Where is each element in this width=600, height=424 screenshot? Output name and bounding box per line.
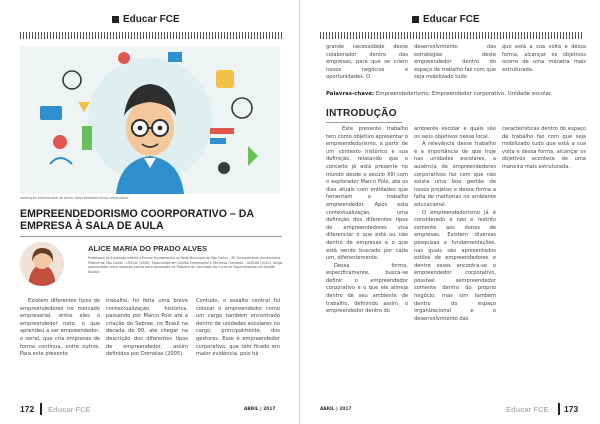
footer-bar bbox=[558, 403, 560, 415]
page-number: 172 bbox=[20, 404, 35, 414]
hatch-divider bbox=[320, 32, 582, 39]
author-avatar bbox=[20, 242, 64, 286]
paragraph: desenvolvimento das estratégias deste empreendedor dentro do espaço de trabalho faz com que seja mobilizado tudo bbox=[414, 44, 496, 81]
paragraph: ambiente escolar e quais são os seus objetivos nesse local. bbox=[414, 126, 496, 140]
footer-bar bbox=[40, 403, 42, 415]
paragraph: características dentro do espaço de trabalho faz com que seja mobilizado tudo que está a sua volta e dessa forma, alcançar os objetivos acontece de uma maneira mais estruturada. bbox=[502, 126, 586, 170]
keywords-label: Palavras-chave: bbox=[326, 91, 375, 97]
author-bio: Professora de Educação Infantil e Ensino Fundamental na Rede Municipal de São Carlos – SP. Formada pela Universidade Federal de São Carlos – UFSCar (2006). Especialista em Gestão Empresarial e Recursos Humanos – UNICAR (2010). Artigo apresentado como requisito parcial para aprovação no Trabalho de Conclusão do Curso de Especialização em Gestão Escolar. bbox=[88, 256, 283, 274]
right-top-column-3 bbox=[502, 44, 586, 74]
square-bullet-icon bbox=[112, 16, 119, 23]
right-column-1 bbox=[326, 126, 408, 316]
paragraph: Existem diferentes tipos de empreendedores no mercado empresarial, entre eles o empreendedor nato, o que aprendeu a ser empreendedor, o serial, que cria empresas de forma contínua, entre outros. Para este presente bbox=[20, 298, 100, 358]
header-brand: Educar FCE bbox=[423, 14, 480, 25]
paragraph: que está a sua volta e dessa forma, alcançar os objetivos ocorre de uma maneira mais estruturada. bbox=[502, 44, 586, 73]
page-number: 173 bbox=[564, 404, 579, 414]
footer-brand: Educar FCE bbox=[506, 405, 549, 414]
keywords bbox=[326, 91, 588, 97]
footer-date: ABRIL | 2017 bbox=[320, 407, 352, 412]
article-illustration bbox=[20, 46, 280, 194]
right-top-column-2 bbox=[414, 44, 496, 82]
heading-rule bbox=[326, 122, 402, 123]
right-page bbox=[300, 0, 600, 424]
paragraph: A relevância desse trabalho é a importância de que hoje nas unidades escolares, a ausência de empreendedores corporativos faz com que não exista uma boa gestão de novos projetos e dessa forma a falta de melhorias no ambiente educacional. bbox=[414, 141, 496, 208]
square-bullet-icon bbox=[412, 16, 419, 23]
left-page-header bbox=[112, 14, 180, 25]
right-page-header bbox=[412, 14, 480, 25]
header-brand: Educar FCE bbox=[123, 14, 180, 25]
man-with-ideas-illustration bbox=[20, 46, 280, 194]
footer-date: ABRIL | 2017 bbox=[244, 407, 276, 412]
left-column-1 bbox=[20, 298, 100, 359]
keywords-list: Empreendedorismo. Empreendedor corporativo. Unidade escolar. bbox=[375, 91, 553, 97]
right-top-column-1 bbox=[326, 44, 408, 82]
paragraph: Dessa forma, especificamente, busca-se definir o empreendedor corporativo e o que ele almeja dentro de seu ambiente de trabalho, definindo assim, o empreendedor dentro do bbox=[326, 262, 408, 315]
section-heading: INTRODUÇÃO bbox=[326, 108, 397, 119]
left-column-2 bbox=[106, 298, 188, 359]
author-name: ALICE MARIA DO PRADO ALVES bbox=[88, 244, 208, 253]
title-rule bbox=[20, 236, 282, 237]
right-column-3 bbox=[502, 126, 586, 172]
left-column-3 bbox=[196, 298, 280, 359]
paragraph: grande necessidade desse colaborador dentro das empresas, para que se criem novos negócios e oportunidades. O bbox=[326, 44, 408, 81]
right-column-2 bbox=[414, 126, 496, 323]
article-title: EMPREENDEDORISMO COORPORATIVO – DA EMPRESA À SALA DE AULA bbox=[20, 208, 254, 232]
paragraph: Contudo, o essalte central foi colocar o empreendedor como um cargo também encontrado dentro de unidades escolares no cargo, principalmente, dos gestores. Esse é empreendedor corporativo, que tem ficado em maior evidência, pois há bbox=[196, 298, 280, 358]
paragraph: O empreendedorismo já é considerado e não é restrito somente aos donos de empresas. Existem diversas pesquisas e fundamentações, nas quais são apresentados estilos de empreendedores e dentre esses encontra-se o empreendedor corporativo, possível sempreendedor somente dentro do próprio negócio, mas sim também dentro do espaço organizacional e o desenvolvimento das bbox=[414, 209, 496, 322]
paragraph: trabalho, foi feita uma breve contextualização histórica, passando por Marco Polo até a criação do Sebrae, no Brasil na década de 90, até chegar na descrição dos diferentes tipos de empreendedor, assim definidos por Dornelas (2005). bbox=[106, 298, 188, 358]
hatch-divider bbox=[20, 32, 282, 39]
paragraph: Este presente trabalho tem como objetivo apresentar o empreendedorismo, a partir de um contexto histórico e sua definição, relatando que o conceito já está presente no mundo desde o século XIII com o explorador Marco Polo, até os dias atuais com entidades que fomentam o trabalho empreendedor. Após esta contextualização, uma definição dos diferentes tipos de empreendedores visa diferenciar o que está ou não dentro de empresas e o que está sendo buscado por cada um, diferentemente. bbox=[326, 126, 408, 262]
author-portrait-icon bbox=[20, 242, 64, 286]
image-caption: Ilustração relacionada ao tema: empreendedorismo corporativo bbox=[20, 196, 129, 200]
footer-brand: Educar FCE bbox=[48, 405, 91, 414]
